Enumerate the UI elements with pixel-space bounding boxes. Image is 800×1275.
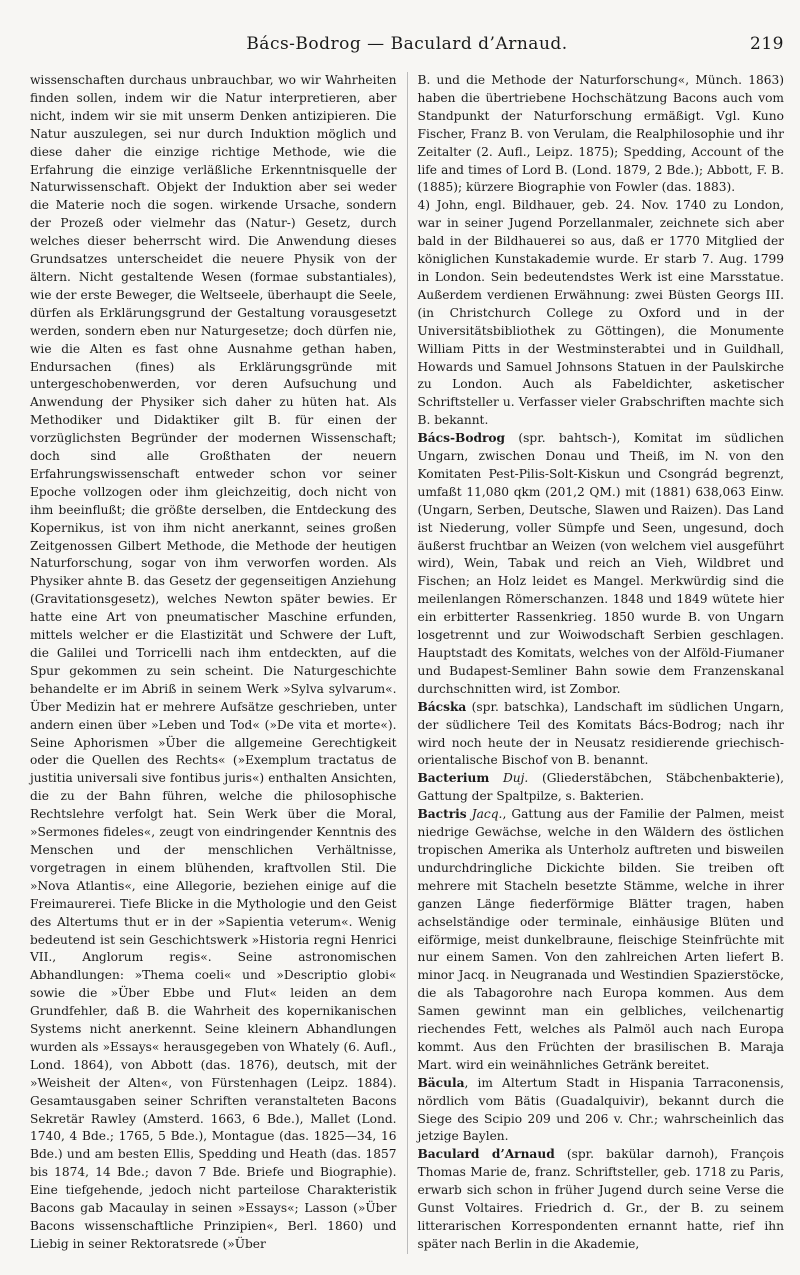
entry-pronunciation: (spr. bakülar darnoh)	[566, 1147, 715, 1162]
entry-author: Jacq.	[471, 807, 503, 822]
entry-bactris	[417, 806, 784, 1075]
entry-pronunciation: (spr. bahtsch-)	[518, 431, 617, 446]
left-paragraph: wissenschaften durchaus unbrauchbar, wo wir Wahrheiten finden sollen, indem wir die Natur interpretieren, aber nicht, indem wir sie mit unserm Denken antizipieren. Die Natur auszulegen, sei nur durch Induktion möglich und diese daher die einzige richtige Methode, wie die Erfahrung die einzige verläßliche Erkenntnisquelle der Naturwissenschaft. Objekt der Induktion aber sei weder die Materie noch die sogen. wirkende Ursache, sondern der Prozeß oder vielmehr das (Natur-) Gesetz, durch welches dieser beherrscht wird. Die Anwendung dieses Grundsatzes unterscheidet die neuere Physik von der ältern. Nicht gestaltende Wesen (formae substantiales), wie der erste Beweger, die Weltseele, überhaupt die Seele, dürfen als Erklärungsgrund der Gestaltung vorausgesetzt werden, sondern eben nur Naturgesetze; doch dürfen nie, wie die Alten es fast ohne Ausnahme gethan haben, Endursachen (fines) als Erklärungsgründe mit untergeschobenwerden, vor deren Aufsuchung und Anwendung der Physiker sich daher zu hüten hat. Als Methodiker und Didaktiker gilt B. für einen der vorzüglichsten Begründer der modernen Wissenschaft; doch sind alle Großthaten der neuern Erfahrungswissenschaft entweder schon vor seiner Epoche vollzogen oder ihm gleichzeitig, doch nicht von ihm beeinflußt; die größte derselben, die Entdeckung des Kopernikus, ist von ihm nicht anerkannt, seines großen Zeitgenossen Gilbert Methode, die Methode der heutigen Naturforschung, sogar von ihm verworfen worden. Als Physiker ahnte B. das Gesetz der gegenseitigen Anziehung (Gravitationsgesetz), welches Newton später bewies. Er hatte eine Art von pneumatischer Maschine erfunden, mittels welcher er die Elastizität und Schwere der Luft, die Galilei und Torricelli nach ihm entdeckten, auf die Spur gekommen zu sein scheint. Die Naturgeschichte behandelte er im Abriß in seinem Werk »Sylva sylvarum«. Über Medizin hat er mehrere Aufsätze geschrieben, unter andern einen über »Leben und Tod« (»De vita et morte«). Seine Aphorismen »Über die allgemeine Gerechtigkeit oder die Quellen des Rechts« (»Exemplum tractatus de justitia universali sive fontibus juris«) enthalten Ansichten, die zu der Bahn führen, welche die philosophische Rechtslehre verfolgt hat. Sein Werk über die Moral, »Sermones fideles«, zeugt von eindringender Kenntnis des Menschen und der menschlichen Verhältnisse, vorgetragen in einem blühenden, kraftvollen Stil. Die »Nova Atlantis«, eine Allegorie, beziehen einige auf die Freimaurerei. Tiefe Blicke in die Mythologie und den Geist des Altertums thut er in der »Sapientia veterum«. Wenig bedeutend ist sein Geschichtswerk »Historia regni Henrici VII., Anglorum regis«. Seine astronomischen Abhandlungen: »Thema coeli« und »Descriptio globi« sowie die »Über Ebbe und Flut« leiden an dem Grundfehler, daß B. die Wahrheit des kopernikanischen Systems nicht anerkennt. Seine kleinern Abhandlungen wurden als »Essays« herausgegeben von Whately (6. Aufl., Lond. 1864), von Abbott (das. 1876), deutsch, mit der »Weisheit der Alten«, von Fürstenhagen (Leipz. 1884). Gesamtausgaben seiner Schriften veranstalteten Bacons Sekretär Rawley (Amsterd. 1663, 6 Bde.), Mallet (Lond. 1740, 4 Bde.; 1765, 5 Bde.), Montague (das. 1825—34, 16 Bde.) und am besten Ellis, Spedding und Heath (das. 1857 bis 1874, 14 Bde.; davon 7 Bde. Briefe und Biographie). Eine tiefgehende, jedoch nicht parteilose Charakteristik Bacons gab Macaulay in seinen »Essays«; Lasson (»Über Bacons wissenschaftliche Prinzipien«, Berl. 1860) und Liebig in seiner Rektoratsrede (»Über	[30, 73, 397, 1251]
entry-bacula	[417, 1075, 784, 1147]
entry-text: , Gattung aus der Familie der Palmen, meist niedrige Gewächse, welche in den Wäldern des östlichen tropischen Amerika als Unterholz auftreten und bisweilen undurchdringliche Dickichte bilden. Sie treiben oft mehrere mit Stacheln besetzte Stämme, welche in ihrer ganzen Länge fiederförmige Blätter tragen, haben achselständige oder terminale, einhäusige Blüten und eiförmige, meist dunkelbraune, fleischige Steinfrüchte mit nur einem Samen. Von den zahlreichen Arten liefert B. minor Jacq. in Neugranada und Westindien Spazierstöcke, die als Tabagorohre nach Europa kommen. Aus dem Samen gewinnt man ein gelbliches, veilchenartig riechendes Fett, welches als Palmöl auch nach Europa kommt. Aus den Früchten der brasilischen B. Maraja Mart. wird ein weinähnliches Getränk bereitet.	[417, 807, 784, 1072]
text-columns	[30, 72, 784, 1254]
running-header	[30, 30, 784, 64]
right-column	[417, 72, 784, 1254]
entry-headword: Bács-Bodrog	[417, 431, 506, 446]
entry-author: Duj.	[502, 771, 529, 786]
entry-headword: Bactris	[417, 807, 467, 822]
entry-baculard	[417, 1146, 784, 1253]
right-intro-paragraph: B. und die Methode der Naturforschung«, Münch. 1863) haben die übertriebene Hochschätzung Bacons auch vom Standpunkt der Naturforschung ermäßigt. Vgl. Kuno Fischer, Franz B. von Verulam, die Realphilosophie und ihr Zeitalter (2. Aufl., Leipz. 1875); Spedding, Account of the life and times of Lord B. (Lond. 1879, 2 Bde.); Abbott, F. B. (1885); kürzere Biographie von Fowler (das. 1883).	[417, 73, 784, 195]
entry-text: , Komitat im südlichen Ungarn, zwischen Donau und Theiß, im N. von den Komitaten Pest-Pilis-Solt-Kiskun und Csongrád begrenzt, umfaßt 11,080 qkm (201,2 QM.) mit (1881) 638,063 Einw. (Ungarn, Serben, Deutsche, Slawen und Raizen). Das Land ist Niederung, voller Sümpfe und Seen, ungesund, doch äußerst fruchtbar an Weizen (von welchem viel ausgeführt wird), Wein, Tabak und reich an Vieh, Wildbret und Fischen; an Holz leidet es Mangel. Merkwürdig sind die meilenlangen Römerschanzen. 1848 und 1849 wütete hier ein erbitterter Rassenkrieg. 1850 wurde B. von Ungarn losgetrennt und zur Woiwodschaft Serbien geschlagen. Hauptstadt des Komitats, welches von der Alföld-Fiumaner und Budapest-Semliner Bahn sowie dem Franzenskanal durchschnitten wird, ist Zombor.	[417, 431, 784, 696]
page-number: 219	[750, 34, 784, 54]
entry-bacterium	[417, 770, 784, 806]
column-divider	[407, 72, 408, 1254]
header-title: Bács-Bodrog — Baculard d’Arnaud.	[246, 34, 568, 54]
entry-bacs-bodrog	[417, 430, 784, 699]
entry-headword: Baculard d’Arnaud	[417, 1147, 555, 1162]
entry-text: , im Altertum Stadt in Hispania Tarraconensis, nördlich vom Bätis (Guadalquivir), bekannt durch die Siege des Scipio 209 und 206 v. Chr.; wahrscheinlich das jetzige Baylen.	[417, 1075, 784, 1144]
entry-text: , François Thomas Marie de, franz. Schriftsteller, geb. 1718 zu Paris, erwarb sich schon in früher Jugend durch seine Verse die Gunst Voltaires. Friedrich d. Gr., der B. zu seinem litterarischen Korrespondenten ernannt hatte, rief ihn später nach Berlin in die Akademie,	[417, 1147, 784, 1251]
entry-pronunciation: (spr. batschka)	[471, 699, 565, 714]
entry-john: 4) John, engl. Bildhauer, geb. 24. Nov. 1740 zu London, war in seiner Jugend Porzellanmaler, zeichnete sich aber bald in der Bildhauerei so aus, daß er 1770 Mitglied der königlichen Kunstakademie wurde. Er starb 7. Aug. 1799 in London. Sein bedeutendstes Werk ist eine Marsstatue. Außerdem verdienen Erwähnung: zwei Büsten Georgs III. (in Christchurch College zu Oxford und in der Universitätsbibliothek zu Göttingen), die Monumente William Pitts in der Westminsterabtei und in Guildhall, Howards und Samuel Johnsons Statuen in der Paulskirche zu London. Auch als Fabeldichter, asketischer Schriftsteller u. Verfasser vieler Grabschriften machte sich B. bekannt.	[417, 198, 784, 428]
entry-text: , Landschaft im südlichen Ungarn, der südlichere Teil des Komitats Bács-Bodrog; nach ihr wird noch heute der in Neusatz residierende griechisch-orientalische Bischof von B. benannt.	[417, 699, 784, 768]
left-column	[30, 72, 397, 1254]
entry-headword: Bäcula	[417, 1075, 465, 1090]
entry-text: (Gliederstäbchen, Stäbchenbakterie), Gattung der Spaltpilze, s. Bakterien.	[417, 771, 784, 804]
entry-bacska	[417, 699, 784, 771]
entry-headword: Bácska	[417, 699, 467, 714]
entry-headword: Bacterium	[417, 771, 490, 786]
